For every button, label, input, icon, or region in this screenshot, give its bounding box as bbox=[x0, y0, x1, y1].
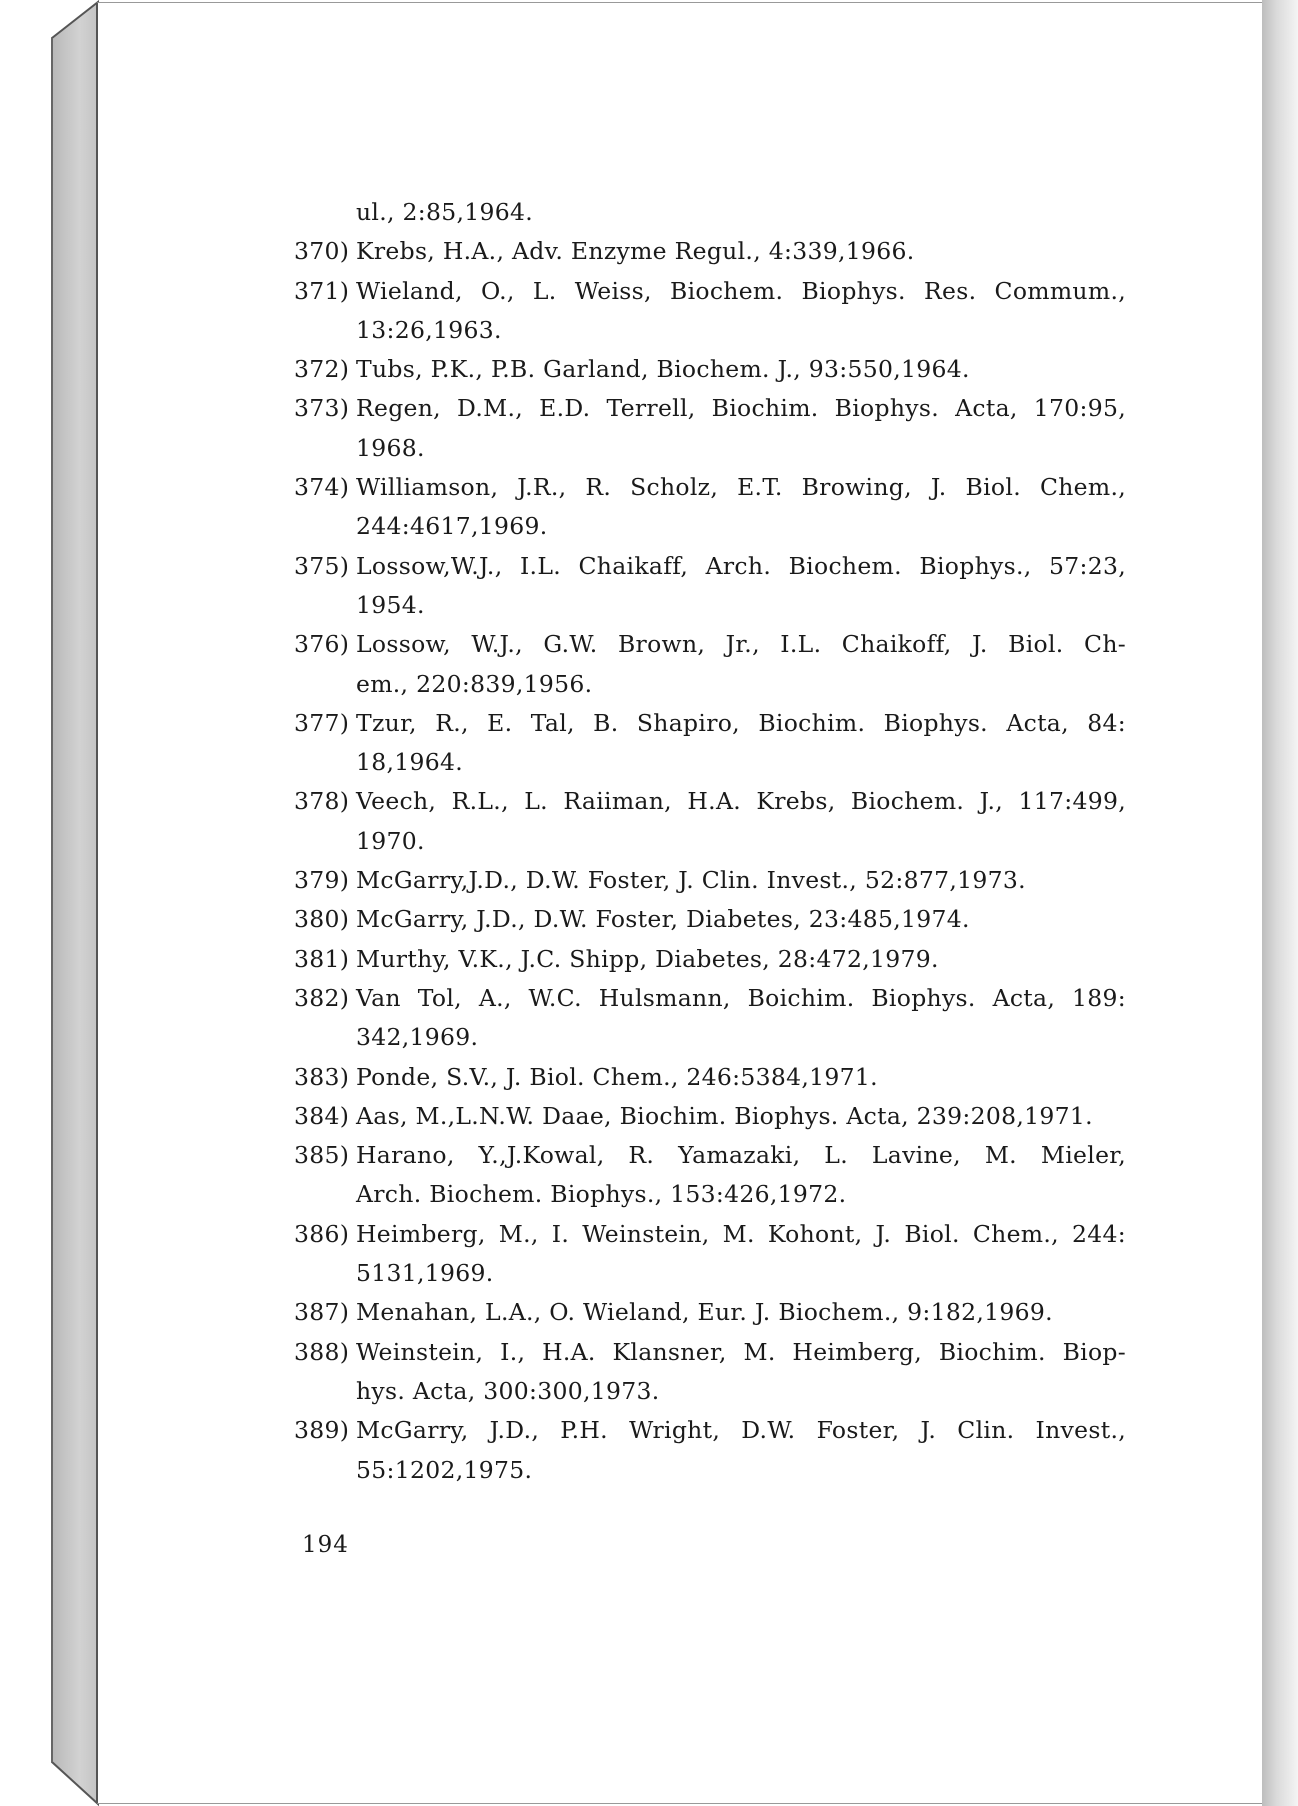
reference-entry bbox=[290, 1293, 1126, 1332]
reference-number: 375) bbox=[294, 551, 350, 580]
reference-continuation-line bbox=[290, 665, 1126, 704]
reference-text: Weinstein, I., H.A. Klansner, M. Heimberg, Biochim. Biop- bbox=[356, 1337, 1126, 1366]
reference-body bbox=[290, 861, 1126, 900]
reference-text: McGarry, J.D., D.W. Foster, Diabetes, 23:485,1974. bbox=[356, 905, 970, 934]
reference-number: 389) bbox=[294, 1416, 350, 1445]
reference-number: 381) bbox=[294, 944, 350, 973]
reference-text: Heimberg, M., I. Weinstein, M. Kohont, J. Biol. Chem., 244: bbox=[356, 1219, 1126, 1248]
reference-body bbox=[290, 1058, 1126, 1097]
reference-entry bbox=[290, 232, 1126, 271]
reference-body bbox=[290, 1293, 1126, 1332]
reference-body bbox=[290, 900, 1126, 939]
reference-body bbox=[290, 272, 1126, 311]
reference-text: 18,1964. bbox=[356, 748, 464, 777]
reference-body bbox=[290, 1411, 1126, 1450]
reference-text: Regen, D.M., E.D. Terrell, Biochim. Biophys. Acta, 170:95, bbox=[356, 394, 1126, 423]
reference-text: McGarry, J.D., P.H. Wright, D.W. Foster, J. Clin. Invest., bbox=[356, 1416, 1126, 1445]
reference-continuation-line bbox=[290, 1254, 1126, 1293]
reference-number: 380) bbox=[294, 905, 350, 934]
reference-text: hys. Acta, 300:300,1973. bbox=[356, 1376, 660, 1405]
reference-entry bbox=[290, 979, 1126, 1018]
reference-number: 382) bbox=[294, 983, 350, 1012]
reference-text: Ponde, S.V., J. Biol. Chem., 246:5384,1971. bbox=[356, 1062, 878, 1091]
reference-number: 373) bbox=[294, 394, 350, 423]
reference-text: Harano, Y.,J.Kowal, R. Yamazaki, L. Lavine, M. Mieler, bbox=[356, 1141, 1126, 1170]
reference-entry bbox=[290, 704, 1126, 743]
reference-text: Lossow,W.J., I.L. Chaikaff, Arch. Biochem. Biophys., 57:23, bbox=[356, 551, 1126, 580]
reference-number: 376) bbox=[294, 630, 350, 659]
reference-body bbox=[290, 389, 1126, 428]
reference-text: Van Tol, A., W.C. Hulsmann, Boichim. Biophys. Acta, 189: bbox=[356, 983, 1126, 1012]
reference-continuation-line bbox=[290, 193, 1126, 232]
reference-text: McGarry,J.D., D.W. Foster, J. Clin. Invest., 52:877,1973. bbox=[356, 866, 1026, 895]
reference-text: Lossow, W.J., G.W. Brown, Jr., I.L. Chaikoff, J. Biol. Ch- bbox=[356, 630, 1126, 659]
reference-number: 378) bbox=[294, 787, 350, 816]
reference-number: 379) bbox=[294, 866, 350, 895]
reference-text: 1954. bbox=[356, 590, 425, 619]
reference-continuation-line bbox=[290, 1372, 1126, 1411]
reference-entry bbox=[290, 861, 1126, 900]
reference-body bbox=[290, 979, 1126, 1018]
reference-number: 385) bbox=[294, 1141, 350, 1170]
reference-body bbox=[290, 1097, 1126, 1136]
reference-number: 387) bbox=[294, 1298, 350, 1327]
reference-body bbox=[290, 1333, 1126, 1372]
reference-entry bbox=[290, 389, 1126, 428]
reference-continuation-line bbox=[290, 1451, 1126, 1490]
reference-number: 388) bbox=[294, 1337, 350, 1366]
reference-list bbox=[290, 193, 1126, 1490]
reference-text: em., 220:839,1956. bbox=[356, 669, 593, 698]
reference-body bbox=[290, 232, 1126, 271]
reference-body bbox=[290, 1215, 1126, 1254]
reference-entry bbox=[290, 900, 1126, 939]
reference-text: 13:26,1963. bbox=[356, 315, 502, 344]
reference-number: 370) bbox=[294, 237, 350, 266]
reference-body bbox=[290, 350, 1126, 389]
reference-text: Veech, R.L., L. Raiiman, H.A. Krebs, Biochem. J., 117:499, bbox=[356, 787, 1126, 816]
reference-number: 374) bbox=[294, 473, 350, 502]
book-spine bbox=[0, 0, 100, 1806]
reference-continuation-line bbox=[290, 586, 1126, 625]
reference-entry bbox=[290, 547, 1126, 586]
reference-text: 1970. bbox=[356, 826, 425, 855]
reference-continuation-line bbox=[290, 1018, 1126, 1057]
reference-continuation-line bbox=[290, 822, 1126, 861]
reference-body bbox=[290, 940, 1126, 979]
reference-entry bbox=[290, 350, 1126, 389]
reference-number: 386) bbox=[294, 1219, 350, 1248]
reference-text: Arch. Biochem. Biophys., 153:426,1972. bbox=[356, 1180, 847, 1209]
reference-text: 342,1969. bbox=[356, 1023, 479, 1052]
reference-continuation-line bbox=[290, 743, 1126, 782]
reference-body bbox=[290, 468, 1126, 507]
reference-entry bbox=[290, 1215, 1126, 1254]
reference-text: Murthy, V.K., J.C. Shipp, Diabetes, 28:472,1979. bbox=[356, 944, 939, 973]
reference-entry bbox=[290, 1097, 1126, 1136]
reference-body bbox=[290, 547, 1126, 586]
reference-continuation-line bbox=[290, 1175, 1126, 1214]
page-edge-shadow bbox=[1262, 0, 1298, 1806]
page-number: 194 bbox=[302, 1532, 349, 1558]
reference-entry bbox=[290, 1411, 1126, 1450]
reference-entry bbox=[290, 940, 1126, 979]
reference-entry bbox=[290, 625, 1126, 664]
reference-number: 372) bbox=[294, 355, 350, 384]
reference-entry bbox=[290, 272, 1126, 311]
reference-text: Menahan, L.A., O. Wieland, Eur. J. Biochem., 9:182,1969. bbox=[356, 1298, 1053, 1327]
reference-body bbox=[290, 704, 1126, 743]
reference-text: 244:4617,1969. bbox=[356, 512, 548, 541]
reference-entry bbox=[290, 1333, 1126, 1372]
reference-number: 383) bbox=[294, 1062, 350, 1091]
reference-continuation-line bbox=[290, 311, 1126, 350]
reference-text: Williamson, J.R., R. Scholz, E.T. Browing, J. Biol. Chem., bbox=[356, 473, 1126, 502]
reference-continuation-line bbox=[290, 429, 1126, 468]
reference-number: 371) bbox=[294, 276, 350, 305]
reference-text: Tubs, P.K., P.B. Garland, Biochem. J., 93:550,1964. bbox=[356, 355, 970, 384]
reference-body bbox=[290, 625, 1126, 664]
reference-text: ul., 2:85,1964. bbox=[356, 198, 534, 226]
reference-entry bbox=[290, 782, 1126, 821]
reference-text: Wieland, O., L. Weiss, Biochem. Biophys. Res. Commum., bbox=[356, 276, 1126, 305]
reference-number: 384) bbox=[294, 1101, 350, 1130]
reference-continuation-line bbox=[290, 507, 1126, 546]
reference-body bbox=[290, 782, 1126, 821]
reference-entry bbox=[290, 468, 1126, 507]
reference-text: 55:1202,1975. bbox=[356, 1455, 533, 1484]
reference-body bbox=[290, 1136, 1126, 1175]
reference-text: Aas, M.,L.N.W. Daae, Biochim. Biophys. Acta, 239:208,1971. bbox=[356, 1101, 1093, 1130]
reference-text: 5131,1969. bbox=[356, 1259, 494, 1288]
reference-text: 1968. bbox=[356, 433, 425, 462]
reference-text: Krebs, H.A., Adv. Enzyme Regul., 4:339,1966. bbox=[356, 237, 915, 266]
reference-entry bbox=[290, 1058, 1126, 1097]
reference-entry bbox=[290, 1136, 1126, 1175]
reference-number: 377) bbox=[294, 708, 350, 737]
reference-text: Tzur, R., E. Tal, B. Shapiro, Biochim. Biophys. Acta, 84: bbox=[356, 708, 1126, 737]
